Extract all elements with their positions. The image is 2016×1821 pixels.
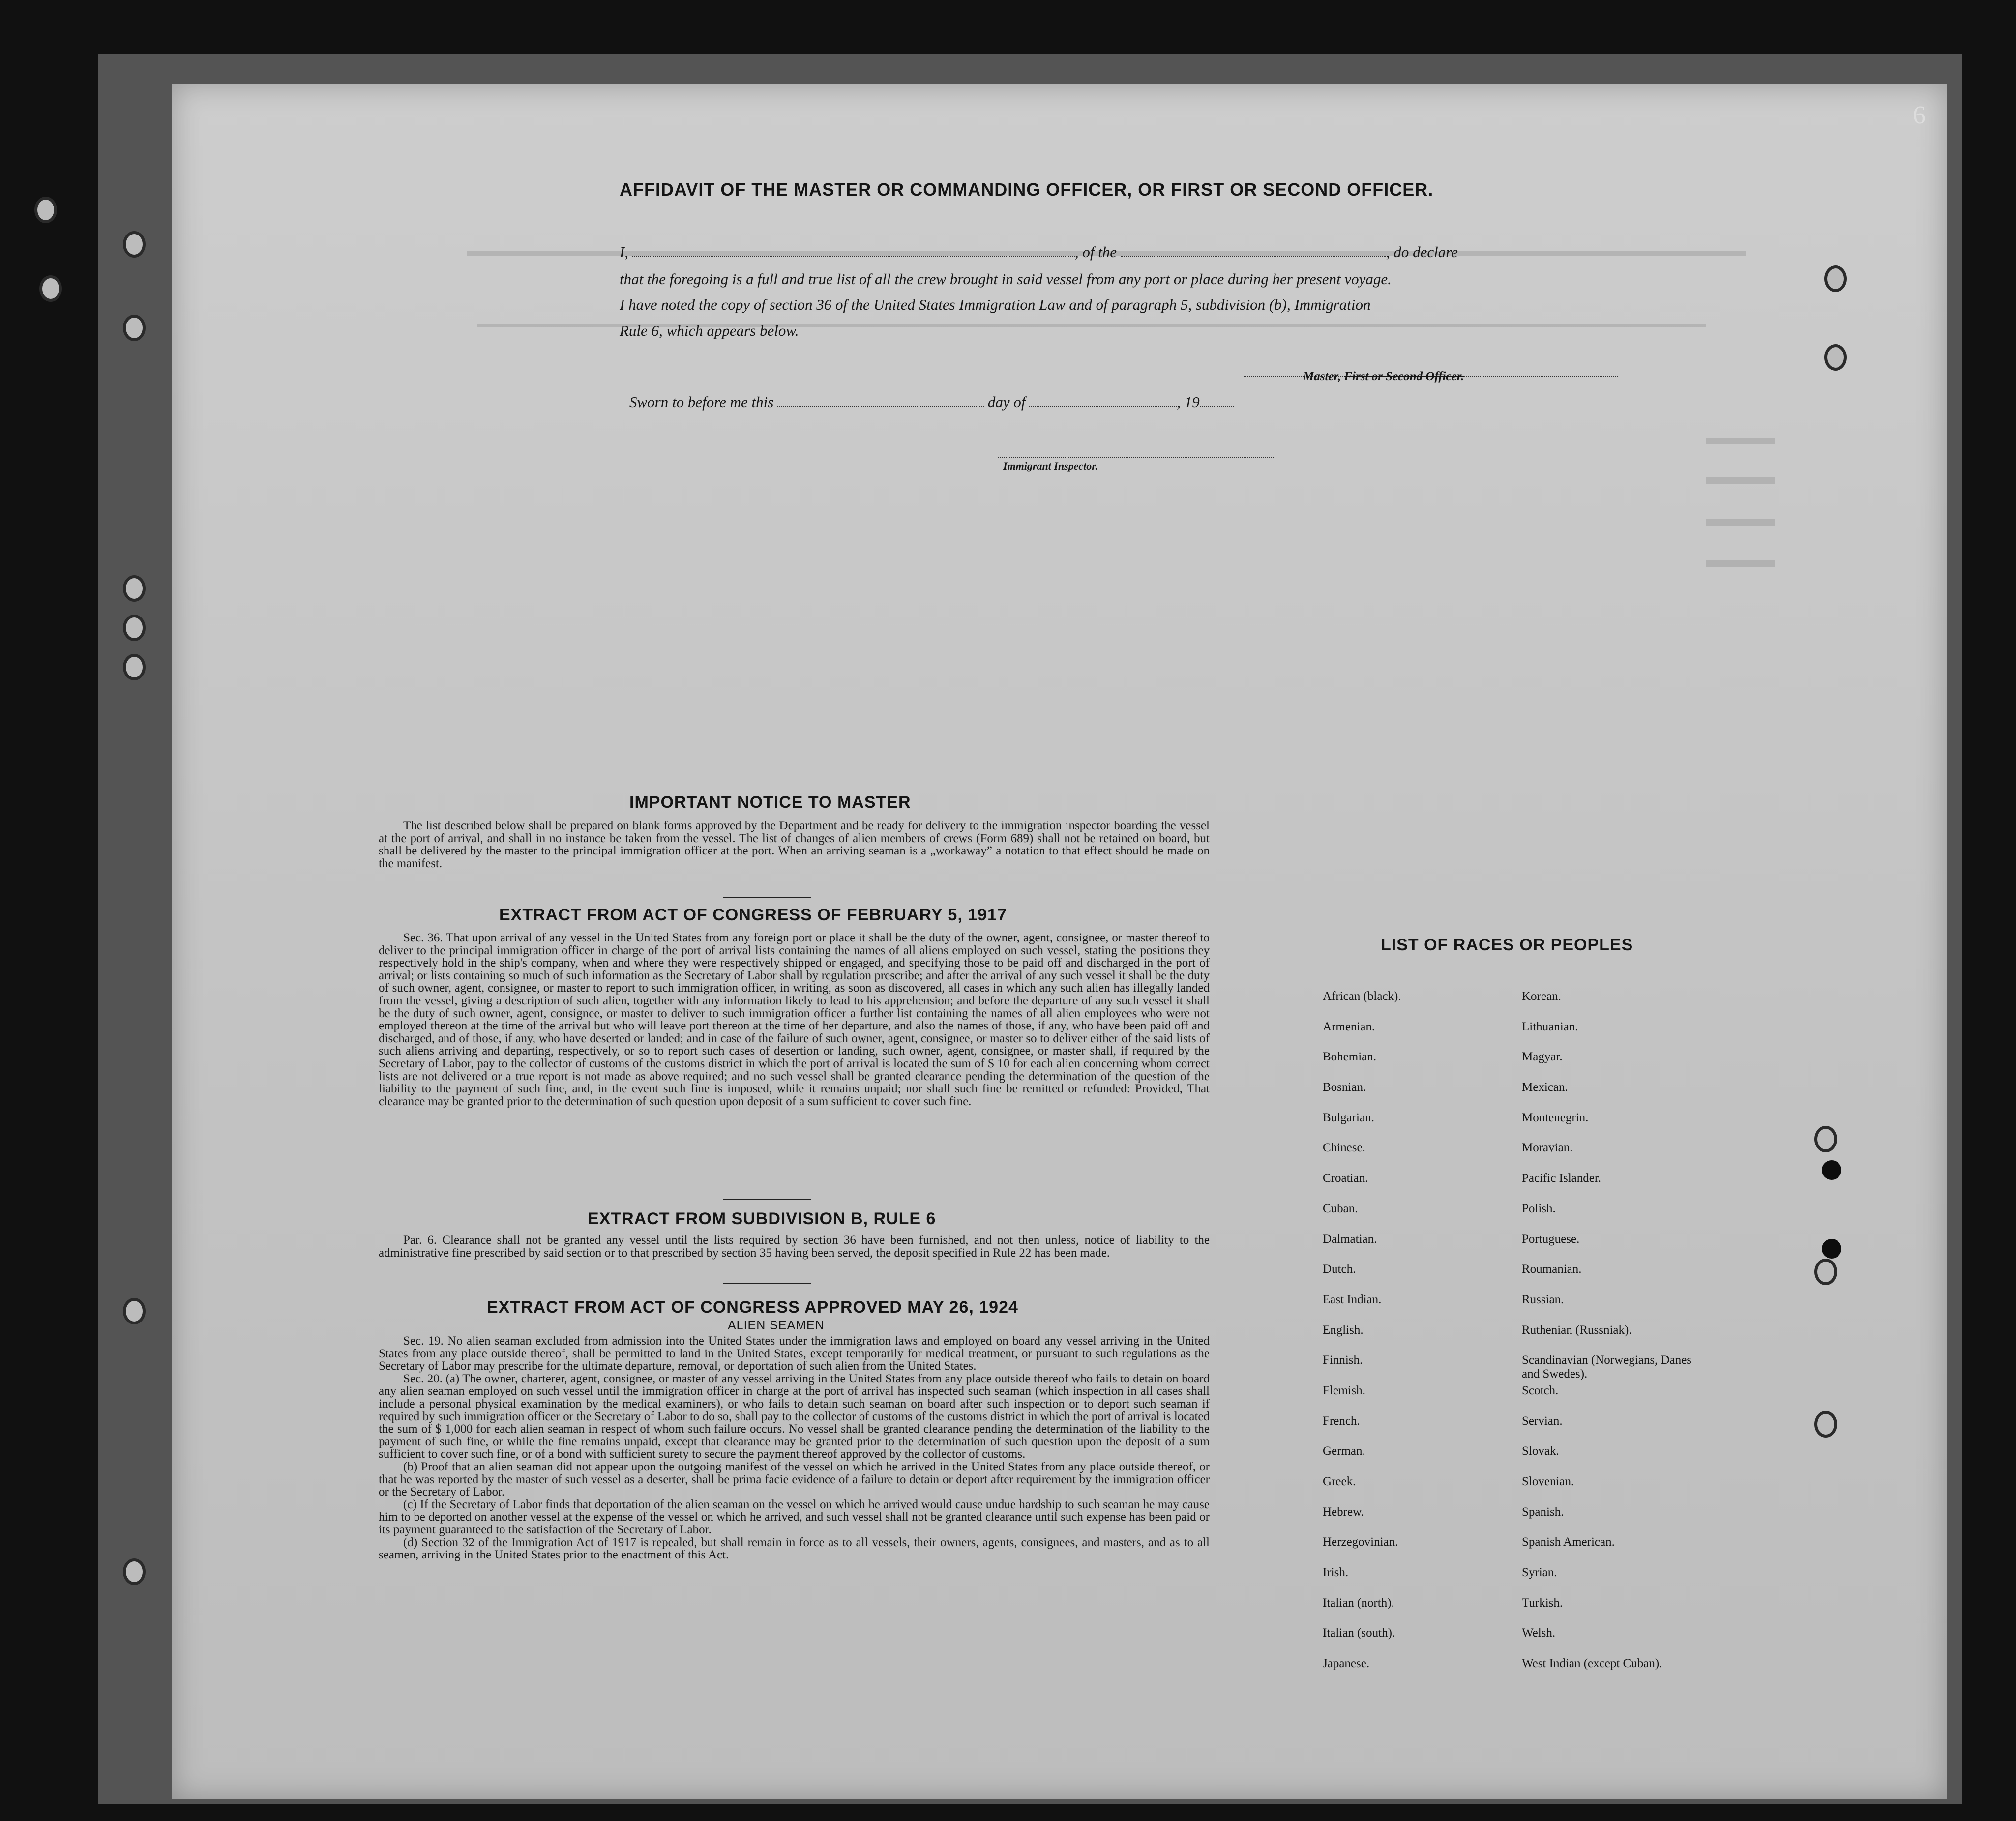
inspector-signature-blank[interactable] [998, 445, 1274, 458]
bleed-through-header [477, 172, 485, 205]
affidavit-title: AFFIDAVIT OF THE MASTER OR COMMANDING OFFICER, OR FIRST OR SECOND OFFICER. [620, 179, 1434, 200]
affidavit-of-the: , of the [1074, 243, 1117, 261]
races-list-right [1522, 990, 1709, 1687]
sworn-line [629, 393, 1234, 411]
race-item: Spanish American. [1522, 1535, 1615, 1549]
extract-1917-text [379, 932, 1210, 1108]
races-list-left [1323, 990, 1470, 1687]
race-item: Portuguese. [1522, 1232, 1580, 1246]
affidavit-line-3: I have noted the copy of section 36 of the United States Immigration Law and of paragraph 5, subdivision (b), Immigration [620, 296, 1371, 313]
affidavit-line-1 [620, 243, 1458, 261]
race-item: Moravian. [1522, 1141, 1573, 1155]
affidavit-declare: , do declare [1386, 243, 1458, 261]
race-item: Slovak. [1522, 1444, 1559, 1458]
sworn-label: Sworn to before me this [629, 393, 774, 411]
binder-hole [1814, 1126, 1837, 1152]
binder-hole [1814, 1259, 1837, 1285]
race-item: African (black). [1323, 990, 1401, 1003]
divider-1 [723, 897, 811, 898]
race-item: Armenian. [1323, 1020, 1375, 1033]
race-item: English. [1323, 1323, 1364, 1337]
extract-1917-paragraph: Sec. 36. That upon arrival of any vessel in the United States from any foreign port or place it shall be the duty of the owner, agent, consignee, or master thereof to deliver to the principal immigration officer in charge of the port of arrival lists containing the names of all aliens employed on such vessel, stating the positions they respectively hold in the ship's company, when and where they were respectively shipped or engaged, and specifying those to be paid off and discharged in the port of arrival; or lists containing so much of such information as the Secretary of Labor shall by regulation prescribe; and after the arrival of any such vessel it shall be the duty of such owner, agent, consignee, or master to report to such immigration officer, in writing, as soon as discovered, all cases in which any such alien has illegally landed from the vessel, giving a description of such alien, together with any information likely to lead to his apprehension; and before the departure of any such vessel it shall be the duty of such owner, agent, consignee, or master to deliver to such immigration officer a further list containing the names of all alien employees who were not employed thereon at the time of the arrival but who will leave port thereon at the time of her departure, and also the names of those, if any, who have been paid off and discharged, and of those, if any, who have deserted or landed; and in case of the failure of such owner, agent, consignee, or master so to deliver either of the said lists of such aliens arriving and departing, respectively, or so to report such cases of desertion or landing, such owner, agent, consignee, or master shall, if required by the Secretary of Labor, pay to the collector of customs of the customs district in which the port of arrival is located the sum of $ 10 for each alien concerning whom correct lists are not delivered or a true report is not made as above required; and no such vessel shall be granted clearance pending the determination of the question of the liability to the payment of such fine, and, in the event such fine is imposed, while it remains unpaid; nor shall such fine be remitted or refunded: Provided, That clearance may be granted prior to the determination of such question upon deposit of a sum sufficient to cover such fine. [379, 931, 1210, 1108]
race-item: Flemish. [1323, 1383, 1365, 1397]
extract-rule6-title: EXTRACT FROM SUBDIVISION B, RULE 6 [588, 1209, 936, 1228]
divider-2 [723, 1199, 811, 1200]
manifest-sheet [172, 84, 1947, 1799]
race-item: Montenegrin. [1522, 1111, 1589, 1124]
race-item: East Indian. [1323, 1292, 1382, 1306]
race-item: West Indian (except Cuban). [1522, 1657, 1662, 1671]
punch-dot [1822, 1160, 1841, 1180]
master-signature-label [1303, 370, 1464, 383]
race-item: Servian. [1522, 1414, 1563, 1428]
race-item: Bosnian. [1323, 1081, 1366, 1094]
race-item: Lithuanian. [1522, 1020, 1578, 1033]
extract-1924-text [379, 1335, 1210, 1561]
race-item: Spanish. [1522, 1505, 1564, 1519]
extract-rule6-paragraph: Par. 6. Clearance shall not be granted any vessel until the lists required by section 36 have been furnished, and not then unless, notice of liability to the administrative fine prescribed by said section or to that prescribed by section 35 having been served, the deposit specified in Rule 22 has been made. [379, 1234, 1210, 1260]
race-item: Japanese. [1323, 1657, 1370, 1671]
binder-hole [34, 197, 57, 223]
race-item: Syrian. [1522, 1566, 1557, 1580]
important-notice-text [379, 820, 1210, 870]
vessel-blank[interactable] [1121, 244, 1386, 257]
binder-hole [1814, 1411, 1837, 1438]
binder-hole [123, 1558, 146, 1585]
extract-1924-sec20b: (b) Proof that an alien seaman did not appear upon the outgoing manifest of the vessel on which he arrived in the United States from any place outside thereof, or that he was reported by the master of such vessel as a deserter, shall be prima facie evidence of a failure to detain or deport after requirement by the immigration officer or the Secretary of Labor. [379, 1460, 1210, 1499]
inspector-label: Immigrant Inspector. [1003, 460, 1098, 472]
race-item: Finnish. [1323, 1353, 1363, 1367]
name-blank[interactable] [632, 244, 1075, 257]
race-item: Mexican. [1522, 1081, 1568, 1094]
race-item: Roumanian. [1522, 1263, 1582, 1276]
binder-hole [123, 615, 146, 641]
binder-hole [123, 654, 146, 680]
extract-1924-sec20d: (d) Section 32 of the Immigration Act of 1917 is repealed, but shall remain in force as to all vessels, their owners, agents, consignees, and masters, and as to all seamen, arriving in the United States prior to the enactment of this Act. [379, 1535, 1210, 1562]
day-of-label: day of [987, 393, 1026, 411]
races-title: LIST OF RACES OR PEOPLES [1381, 936, 1633, 954]
binder-hole [123, 231, 146, 258]
binder-hole [1824, 344, 1847, 371]
race-item: Dalmatian. [1323, 1232, 1377, 1246]
affidavit-line-4: Rule 6, which appears below. [620, 322, 799, 339]
binder-hole [39, 275, 62, 302]
affidavit-i: I, [620, 243, 629, 261]
sheet-number-mark: 6 [1913, 101, 1926, 129]
race-item: Turkish. [1522, 1596, 1563, 1610]
sworn-year-blank[interactable] [1200, 394, 1234, 407]
binder-hole [123, 575, 146, 602]
extract-1924-title: EXTRACT FROM ACT OF CONGRESS APPROVED MAY 26, 1924 [487, 1298, 1018, 1317]
race-item: Herzegovinian. [1323, 1535, 1398, 1549]
race-item: Greek. [1323, 1475, 1356, 1488]
race-item: Polish. [1522, 1202, 1556, 1215]
binder-hole [123, 1298, 146, 1324]
extract-1924-sec20a: Sec. 20. (a) The owner, charterer, agent, consignee, or master of any vessel arriving in the United States from any place outside thereof who fails to detain on board any alien seaman employed on such vessel until the immigration officer in charge at the port of arrival has inspected such seaman (which inspection in all cases shall include a personal physical examination by the medical examiners), or who fails to detain such seaman on board after such inspection or to deport such seaman if required by such immigration officer or the Secretary of Labor to do so, shall pay to the collector of customs of the customs district in which the port of arrival is located the sum of $ 1,000 for each alien seaman in respect of whom such failure occurs. No vessel shall be granted clearance pending the determination of the liability to the payment of such fine, or while the fine remains unpaid, except that clearance may be granted prior to the determination of such question upon the deposit of a sum sufficient to cover such fine, or of a bond with sufficient surety to secure the payment thereof approved by the collector of customs. [379, 1372, 1210, 1461]
race-item: Chinese. [1323, 1141, 1365, 1155]
extract-1924-subtitle: ALIEN SEAMEN [728, 1319, 825, 1332]
sworn-month-blank[interactable] [1029, 394, 1177, 407]
race-item: Irish. [1323, 1566, 1349, 1580]
divider-3 [723, 1283, 811, 1284]
important-notice-paragraph: The list described below shall be prepared on blank forms approved by the Department and be ready for delivery to the immigration inspector boarding the vessel at the port of arrival, and shall in no instance be taken from the vessel. The list of changes of alien members of crews (Form 689) shall not be retained on board, but shall be delivered by the master to the principal immigration officer at the port. When an arriving seaman is a „workaway” a notation to that effect should be made on the manifest. [379, 819, 1210, 870]
year-label: , 19 [1177, 393, 1200, 411]
race-item: Bohemian. [1323, 1050, 1377, 1064]
race-item: Scandinavian (Norwegians, Danes and Swedes). [1522, 1353, 1692, 1381]
race-item: Croatian. [1323, 1172, 1368, 1185]
race-item: Slovenian. [1522, 1475, 1574, 1488]
race-item: Ruthenian (Russniak). [1522, 1323, 1632, 1337]
extract-1924-sec20c: (c) If the Secretary of Labor finds that deportation of the alien seaman on the vessel on which he arrived would cause undue hardship to such seaman he may cause him to be deported on another vessel at the expense of the vessel on which he arrived, and such vessel shall not be granted clearance until such expense has been paid or its payment guaranteed to the satisfaction of the Secretary of Labor. [379, 1498, 1210, 1536]
race-item: Scotch. [1522, 1383, 1559, 1397]
race-item: Cuban. [1323, 1202, 1358, 1215]
race-item: Magyar. [1522, 1050, 1563, 1064]
binder-hole [123, 315, 146, 341]
sworn-day-blank[interactable] [777, 394, 984, 407]
race-item: Bulgarian. [1323, 1111, 1374, 1124]
extract-1917-title: EXTRACT FROM ACT OF CONGRESS OF FEBRUARY 5, 1917 [499, 906, 1007, 924]
master-struck-label: First or Second Officer. [1344, 370, 1464, 383]
race-item: German. [1323, 1444, 1365, 1458]
affidavit-line-2: that the foregoing is a full and true list of all the crew brought in said vessel from any port or place during her present voyage. [620, 270, 1392, 288]
binder-hole [1824, 265, 1847, 292]
race-item: Dutch. [1323, 1263, 1356, 1276]
race-item: Korean. [1522, 990, 1561, 1003]
race-item: Italian (north). [1323, 1596, 1394, 1610]
race-item: Welsh. [1522, 1626, 1556, 1640]
extract-rule6-text [379, 1234, 1210, 1259]
master-label: Master, [1303, 370, 1341, 383]
race-item: French. [1323, 1414, 1360, 1428]
punch-dot [1822, 1239, 1841, 1259]
race-item: Italian (south). [1323, 1626, 1395, 1640]
important-notice-title: IMPORTANT NOTICE TO MASTER [629, 793, 911, 812]
race-item: Hebrew. [1323, 1505, 1364, 1519]
race-item: Pacific Islander. [1522, 1172, 1601, 1185]
race-item: Russian. [1522, 1292, 1564, 1306]
extract-1924-sec19: Sec. 19. No alien seaman excluded from admission into the United States under the immigration laws and employed on board any vessel arriving in the United States from any place outside thereof, shall be permitted to land in the United States, except temporarily for medical treatment, or pursuant to such regulations as the Secretary of Labor may prescribe for the ultimate departure, removal, or deportation of such alien from the United States. [379, 1334, 1210, 1373]
